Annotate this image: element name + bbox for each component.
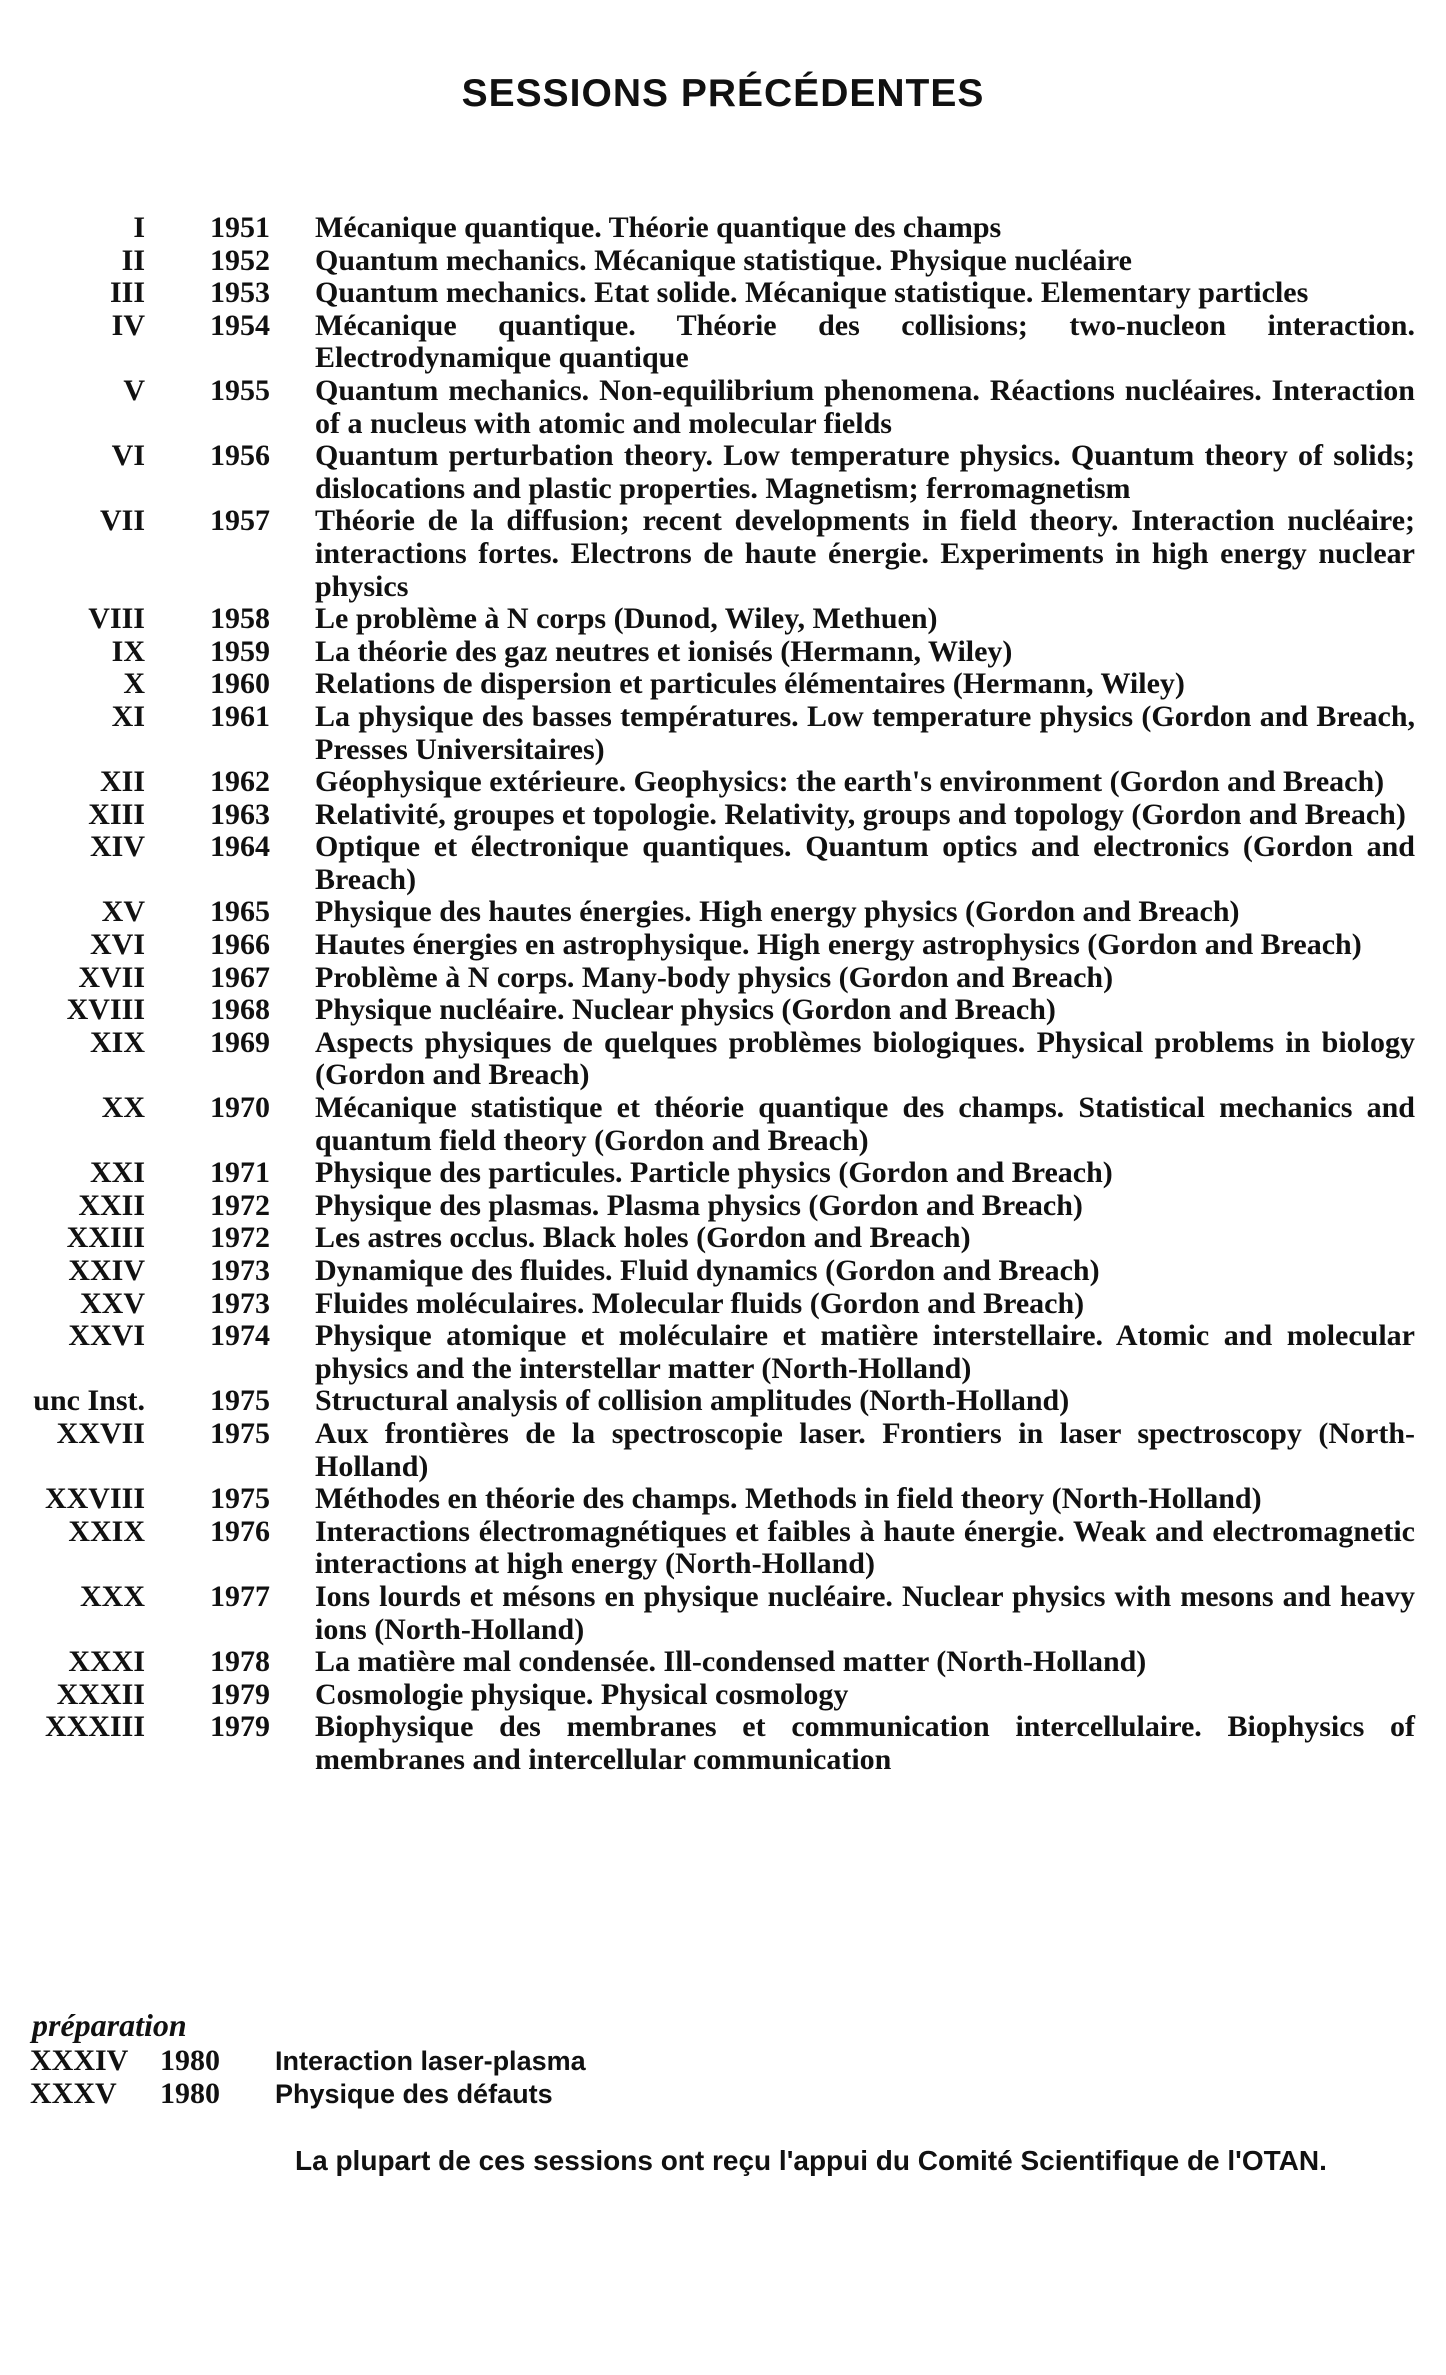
session-row	[0, 1711, 1446, 1776]
session-row	[0, 636, 1446, 669]
session-row	[0, 962, 1446, 995]
session-title: Aux frontières de la spectroscopie laser. Frontiers in laser spectroscopy (North-Holland)	[315, 1416, 1415, 1483]
session-row	[0, 1157, 1446, 1190]
session-number: XI	[111, 699, 145, 733]
session-title: Mécanique quantique. Théorie des collisions; two-nucleon interaction. Electrodynamique quantique	[315, 308, 1415, 375]
session-number: XVI	[89, 928, 145, 962]
session-title: Mécanique quantique. Théorie quantique des champs	[315, 211, 1002, 244]
session-year: 1962	[210, 765, 270, 799]
session-number: XIII	[88, 797, 145, 831]
session-year: 1961	[210, 699, 270, 733]
session-year: 1963	[210, 797, 270, 831]
session-year: 1975	[210, 1482, 270, 1516]
session-row	[0, 1222, 1446, 1255]
session-title: Interactions électromagnétiques et faibles à haute énergie. Weak and electromagnetic interactions at high energy (North-Holland)	[315, 1514, 1415, 1581]
session-number: III	[109, 276, 145, 310]
session-row	[0, 1679, 1446, 1712]
session-title: La physique des basses températures. Low temperature physics (Gordon and Breach, Presses Universitaires)	[315, 699, 1415, 766]
session-number: XIX	[89, 1025, 145, 1059]
session-number: XVIII	[66, 993, 145, 1027]
session-number: XXII	[78, 1188, 145, 1222]
session-row	[0, 277, 1446, 310]
session-number: X	[123, 667, 145, 701]
session-title: La théorie des gaz neutres et ionisés (Hermann, Wiley)	[315, 634, 1013, 668]
session-title: Fluides moléculaires. Molecular fluids (Gordon and Breach)	[315, 1286, 1085, 1320]
session-title: Quantum mechanics. Etat solide. Mécanique statistique. Elementary particles	[315, 276, 1309, 310]
session-row	[0, 994, 1446, 1027]
session-number: XXI	[89, 1156, 145, 1190]
session-title: Problème à N corps. Many-body physics (Gordon and Breach)	[315, 960, 1114, 994]
session-year: 1960	[210, 667, 270, 701]
session-year: 1975	[210, 1416, 270, 1450]
session-row	[0, 1027, 1446, 1092]
session-year: 1972	[210, 1188, 270, 1222]
session-row	[0, 1483, 1446, 1516]
session-row	[0, 1320, 1446, 1385]
session-year: 1952	[210, 243, 270, 277]
session-year: 1977	[210, 1579, 270, 1613]
session-year: 1955	[210, 373, 270, 407]
session-row	[0, 1255, 1446, 1288]
session-number: XXIII	[66, 1221, 145, 1255]
session-title: Biophysique des membranes et communication intercellulaire. Biophysics of membranes and intercellular communication	[315, 1710, 1415, 1776]
session-number: XXXIII	[44, 1710, 145, 1744]
session-year: 1980	[160, 2076, 220, 2110]
session-row	[0, 375, 1446, 440]
session-title: Quantum mechanics. Mécanique statistique. Physique nucléaire	[315, 243, 1132, 277]
session-year: 1976	[210, 1514, 270, 1548]
session-title: Relations de dispersion et particules élémentaires (Hermann, Wiley)	[315, 667, 1185, 701]
session-number: XXVIII	[44, 1482, 145, 1516]
session-year: 1953	[210, 276, 270, 310]
session-title: Dynamique des fluides. Fluid dynamics (Gordon and Breach)	[315, 1254, 1100, 1287]
session-title: Optique et électronique quantiques. Quantum optics and electronics (Gordon and Breach)	[315, 830, 1415, 896]
sessions-list	[0, 212, 1446, 1777]
session-year: 1980	[160, 2044, 220, 2077]
page-title: SESSIONS PRÉCÉDENTES	[461, 72, 985, 115]
session-year: 1964	[210, 830, 270, 864]
session-number: XXXV	[30, 2076, 117, 2110]
session-title: Géophysique extérieure. Geophysics: the earth's environment (Gordon and Breach)	[315, 765, 1385, 799]
session-number: XXX	[80, 1579, 145, 1613]
session-year: 1970	[210, 1091, 270, 1125]
session-title: Physique des particules. Particle physics (Gordon and Breach)	[315, 1156, 1113, 1190]
session-row	[0, 1418, 1446, 1483]
session-number: XXXII	[56, 1677, 145, 1711]
session-row	[0, 2045, 1446, 2078]
session-row	[0, 1646, 1446, 1679]
session-year: 1966	[210, 928, 270, 962]
session-number: XXV	[80, 1286, 145, 1320]
session-title: Aspects physiques de quelques problèmes biologiques. Physical problems in biology (Gordon and Breach)	[315, 1025, 1415, 1092]
session-title: Interaction laser-plasma	[275, 2046, 586, 2076]
session-number: XXVII	[56, 1416, 145, 1450]
session-number: V	[123, 373, 145, 407]
session-number: IX	[111, 634, 145, 668]
session-row	[0, 245, 1446, 278]
session-number: XXVI	[68, 1319, 145, 1353]
session-row	[0, 2078, 1446, 2111]
session-year: 1954	[210, 308, 270, 342]
session-year: 1975	[210, 1384, 270, 1418]
session-row	[0, 701, 1446, 766]
session-title: Mécanique statistique et théorie quantique des champs. Statistical mechanics and quantum field theory (Gordon and Breach)	[315, 1091, 1415, 1157]
session-title: Quantum mechanics. Non-equilibrium phenomena. Réactions nucléaires. Interaction of a nucleus with atomic and molecular fields	[315, 373, 1415, 440]
session-title: Théorie de la diffusion; recent developments in field theory. Interaction nucléaire; interactions fortes. Electrons de haute énergie. Experiments in high energy nuclear physics	[315, 504, 1415, 603]
session-title: Physique des défauts	[275, 2078, 553, 2109]
session-row	[0, 310, 1446, 375]
session-title: Hautes énergies en astrophysique. High energy astrophysics (Gordon and Breach)	[315, 928, 1362, 962]
session-title: Quantum perturbation theory. Low temperature physics. Quantum theory of solids; dislocations and plastic properties. Magnetism; ferromagnetism	[315, 439, 1415, 505]
session-year: 1959	[210, 634, 270, 668]
session-year: 1967	[210, 960, 270, 994]
session-title: Ions lourds et mésons en physique nucléaire. Nuclear physics with mesons and heavy ions (North-Holland)	[315, 1579, 1415, 1646]
session-title: La matière mal condensée. Ill-condensed matter (North-Holland)	[315, 1645, 1147, 1679]
session-title: Les astres occlus. Black holes (Gordon and Breach)	[315, 1221, 971, 1255]
session-number: XXXI	[68, 1645, 145, 1679]
session-title: Physique des plasmas. Plasma physics (Gordon and Breach)	[315, 1188, 1083, 1222]
session-year: 1951	[210, 211, 270, 244]
session-row	[0, 831, 1446, 896]
session-row	[0, 212, 1446, 245]
session-number: XXIX	[68, 1514, 145, 1548]
session-row	[0, 505, 1446, 603]
session-title: Le problème à N corps (Dunod, Wiley, Methuen)	[315, 602, 938, 636]
session-year: 1974	[210, 1319, 270, 1353]
session-title: Physique atomique et moléculaire et matière interstellaire. Atomic and molecular physics and the interstellar matter (North-Holland)	[315, 1319, 1415, 1385]
session-year: 1972	[210, 1221, 270, 1255]
footnote: La plupart de ces sessions ont reçu l'appui du Comité Scientifique de l'OTAN.	[295, 2145, 1327, 2176]
session-row	[0, 440, 1446, 505]
preparation-label: préparation	[32, 2007, 187, 2043]
session-year: 1979	[210, 1710, 270, 1744]
preparation-list	[0, 2045, 1446, 2110]
session-row	[0, 668, 1446, 701]
session-number: VII	[99, 504, 145, 538]
session-number: XXXIV	[30, 2044, 129, 2077]
session-row	[0, 799, 1446, 832]
session-year: 1978	[210, 1645, 270, 1679]
session-row	[0, 1385, 1446, 1418]
session-number: XIV	[89, 830, 145, 864]
session-title: Physique des hautes énergies. High energy physics (Gordon and Breach)	[315, 895, 1240, 929]
session-number: XVII	[78, 960, 145, 994]
session-year: 1971	[210, 1156, 270, 1190]
session-number: VIII	[88, 602, 145, 636]
session-row	[0, 1288, 1446, 1321]
session-title: Relativité, groupes et topologie. Relativity, groups and topology (Gordon and Breach)	[315, 797, 1406, 831]
session-title: Structural analysis of collision amplitudes (North-Holland)	[315, 1384, 1070, 1418]
session-year: 1957	[210, 504, 270, 538]
session-title: Cosmologie physique. Physical cosmology	[315, 1677, 849, 1711]
session-row	[0, 603, 1446, 636]
session-number: XII	[99, 765, 145, 799]
session-row	[0, 1516, 1446, 1581]
session-number: XX	[101, 1091, 145, 1125]
session-number: VI	[111, 439, 145, 473]
session-year: 1956	[210, 439, 270, 473]
session-number: IV	[111, 308, 145, 342]
session-number: II	[121, 243, 145, 277]
session-year: 1973	[210, 1254, 270, 1287]
session-row	[0, 766, 1446, 799]
session-year: 1965	[210, 895, 270, 929]
session-row	[0, 1190, 1446, 1223]
session-row	[0, 896, 1446, 929]
session-number: XV	[101, 895, 145, 929]
session-title: Méthodes en théorie des champs. Methods in field theory (North-Holland)	[315, 1482, 1262, 1516]
session-year: 1958	[210, 602, 270, 636]
session-number: I	[133, 211, 145, 244]
session-number: XXIV	[68, 1254, 145, 1287]
session-title: Physique nucléaire. Nuclear physics (Gordon and Breach)	[315, 993, 1056, 1027]
session-row	[0, 1581, 1446, 1646]
session-year: 1979	[210, 1677, 270, 1711]
session-row	[0, 929, 1446, 962]
session-year: 1968	[210, 993, 270, 1027]
session-year: 1973	[210, 1286, 270, 1320]
session-number: unc Inst.	[33, 1384, 145, 1418]
session-year: 1969	[210, 1025, 270, 1059]
session-row	[0, 1092, 1446, 1157]
